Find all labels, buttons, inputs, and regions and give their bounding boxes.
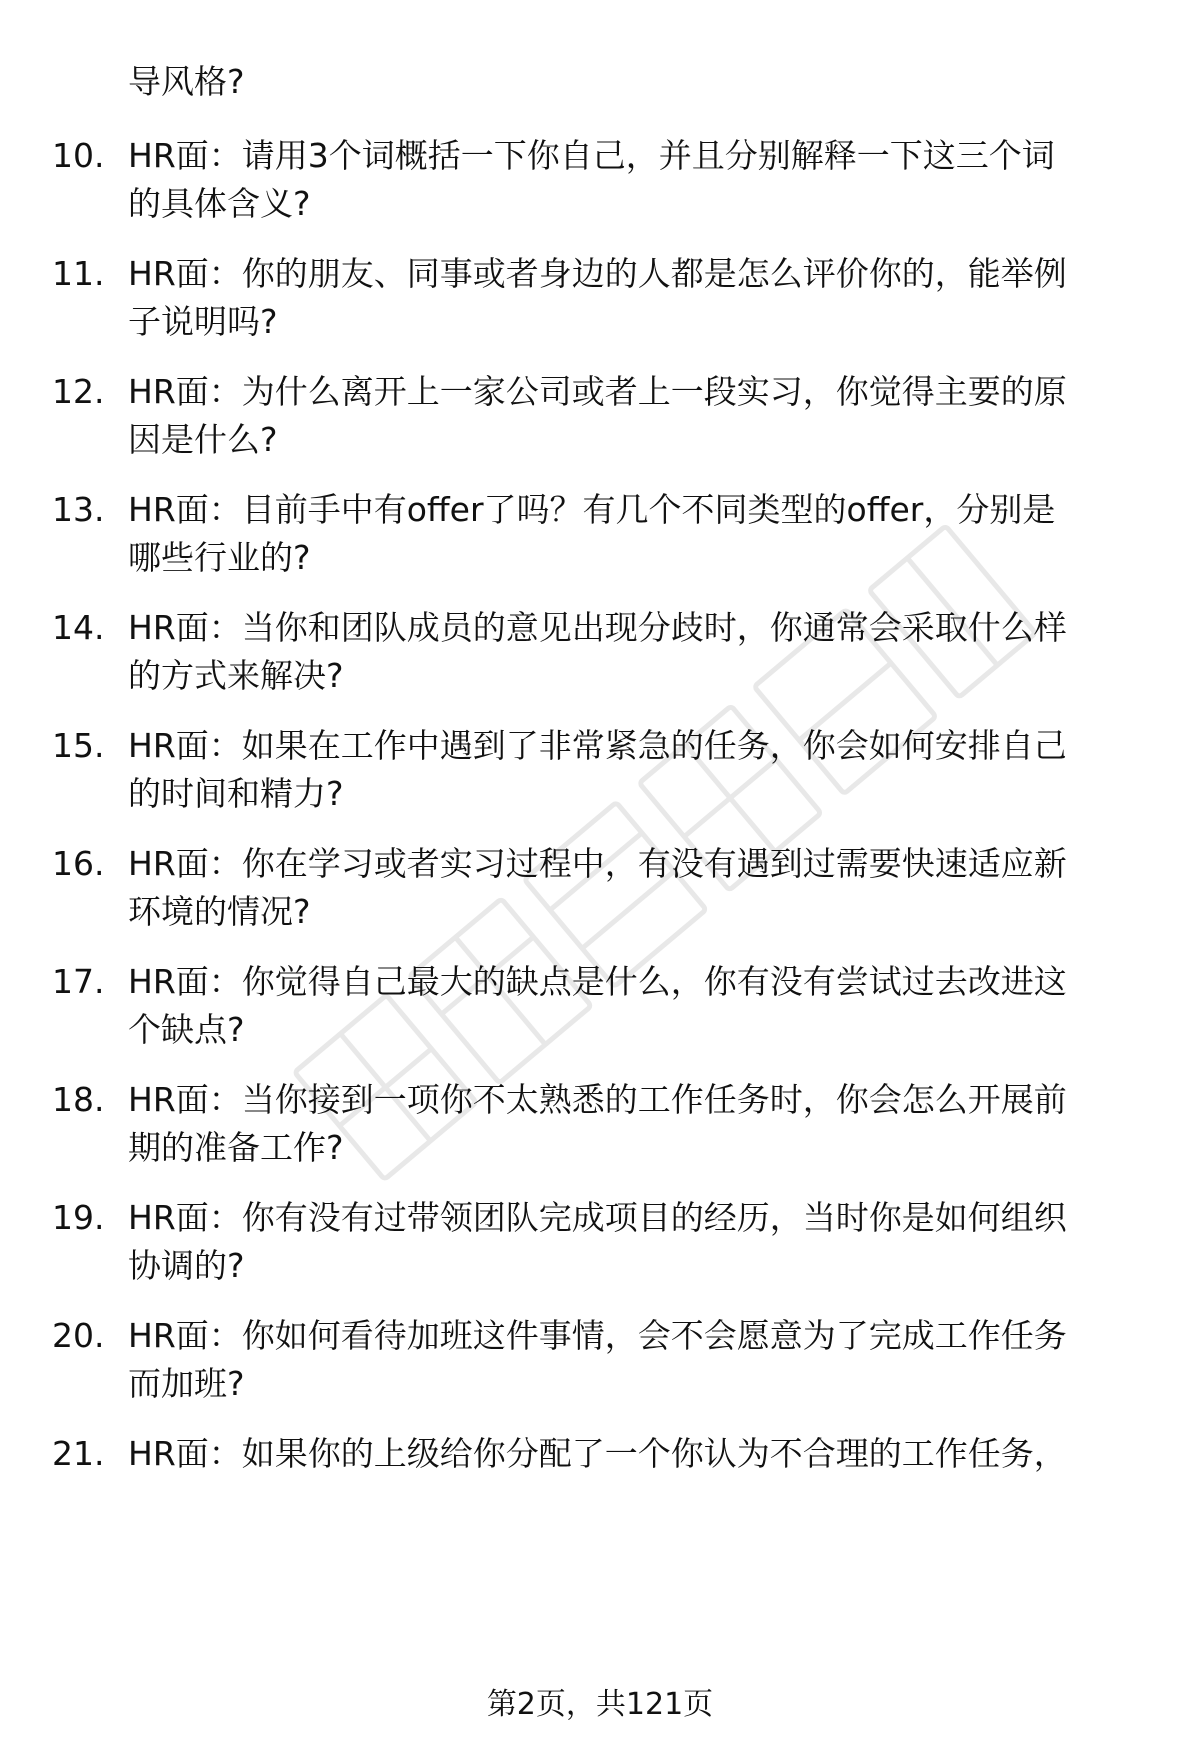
question-text-line2: 个缺点? — [128, 1010, 245, 1049]
question-text-line2: 的方式来解决? — [128, 656, 344, 695]
question-item — [0, 1430, 1200, 1530]
question-item — [0, 1076, 1200, 1176]
question-number: 20. — [52, 1316, 105, 1355]
question-text-line1: HR面：如果在工作中遇到了非常紧急的任务，你会如何安排自己 — [128, 726, 1067, 765]
question-number: 10. — [52, 136, 105, 175]
question-number: 15. — [52, 726, 105, 765]
question-text-line2: 子说明吗? — [128, 302, 278, 341]
question-item — [0, 1312, 1200, 1412]
question-item — [0, 250, 1200, 350]
question-item — [0, 132, 1200, 232]
page-footer: 第2页，共121页 — [486, 1687, 714, 1722]
question-text-line1: HR面：当你和团队成员的意见出现分歧时，你通常会采取什么样 — [128, 608, 1067, 647]
question-text-line1: HR面：你的朋友、同事或者身边的人都是怎么评价你的，能举例 — [128, 254, 1067, 293]
question-item — [0, 958, 1200, 1058]
question-number: 18. — [52, 1080, 105, 1119]
question-item — [0, 840, 1200, 940]
question-text-line1: HR面：你在学习或者实习过程中，有没有遇到过需要快速适应新 — [128, 844, 1067, 883]
question-item — [0, 604, 1200, 704]
question-number: 11. — [52, 254, 105, 293]
question-number: 16. — [52, 844, 105, 883]
question-text-line2: 的时间和精力? — [128, 774, 344, 813]
question-text-line1: HR面：你觉得自己最大的缺点是什么，你有没有尝试过去改进这 — [128, 962, 1067, 1001]
question-item — [0, 368, 1200, 468]
question-text-line2: 环境的情况? — [128, 892, 311, 931]
question-text-line2: 协调的? — [128, 1246, 245, 1285]
question-text-line2: 期的准备工作? — [128, 1128, 344, 1167]
question-text-line1: HR面：当你接到一项你不太熟悉的工作任务时，你会怎么开展前 — [128, 1080, 1067, 1119]
question-item — [0, 1194, 1200, 1294]
question-text-line1: HR面：请用3个词概括一下你自己，并且分别解释一下这三个词 — [128, 136, 1055, 175]
question-text-line1: HR面：你如何看待加班这件事情，会不会愿意为了完成工作任务 — [128, 1316, 1067, 1355]
question-text-line1: HR面：如果你的上级给你分配了一个你认为不合理的工作任务， — [128, 1434, 1067, 1473]
question-text-line2: 的具体含义? — [128, 184, 311, 223]
question-text-line1: HR面：你有没有过带领团队完成项目的经历，当时你是如何组织 — [128, 1198, 1067, 1237]
question-number: 19. — [52, 1198, 105, 1237]
question-number: 12. — [52, 372, 105, 411]
question-number: 17. — [52, 962, 105, 1001]
question-text-line2: 因是什么? — [128, 420, 278, 459]
question-number: 21. — [52, 1434, 105, 1473]
question-item — [0, 722, 1200, 822]
question-text-line2: 而加班? — [128, 1364, 245, 1403]
continuation-text: 导风格? — [128, 62, 245, 101]
question-text-line2: 哪些行业的? — [128, 538, 311, 577]
question-item — [0, 486, 1200, 586]
question-number: 13. — [52, 490, 105, 529]
question-text-line1: HR面：为什么离开上一家公司或者上一段实习，你觉得主要的原 — [128, 372, 1067, 411]
question-text-line1: HR面：目前手中有offer了吗？有几个不同类型的offer，分别是 — [128, 490, 1056, 529]
question-number: 14. — [52, 608, 105, 647]
